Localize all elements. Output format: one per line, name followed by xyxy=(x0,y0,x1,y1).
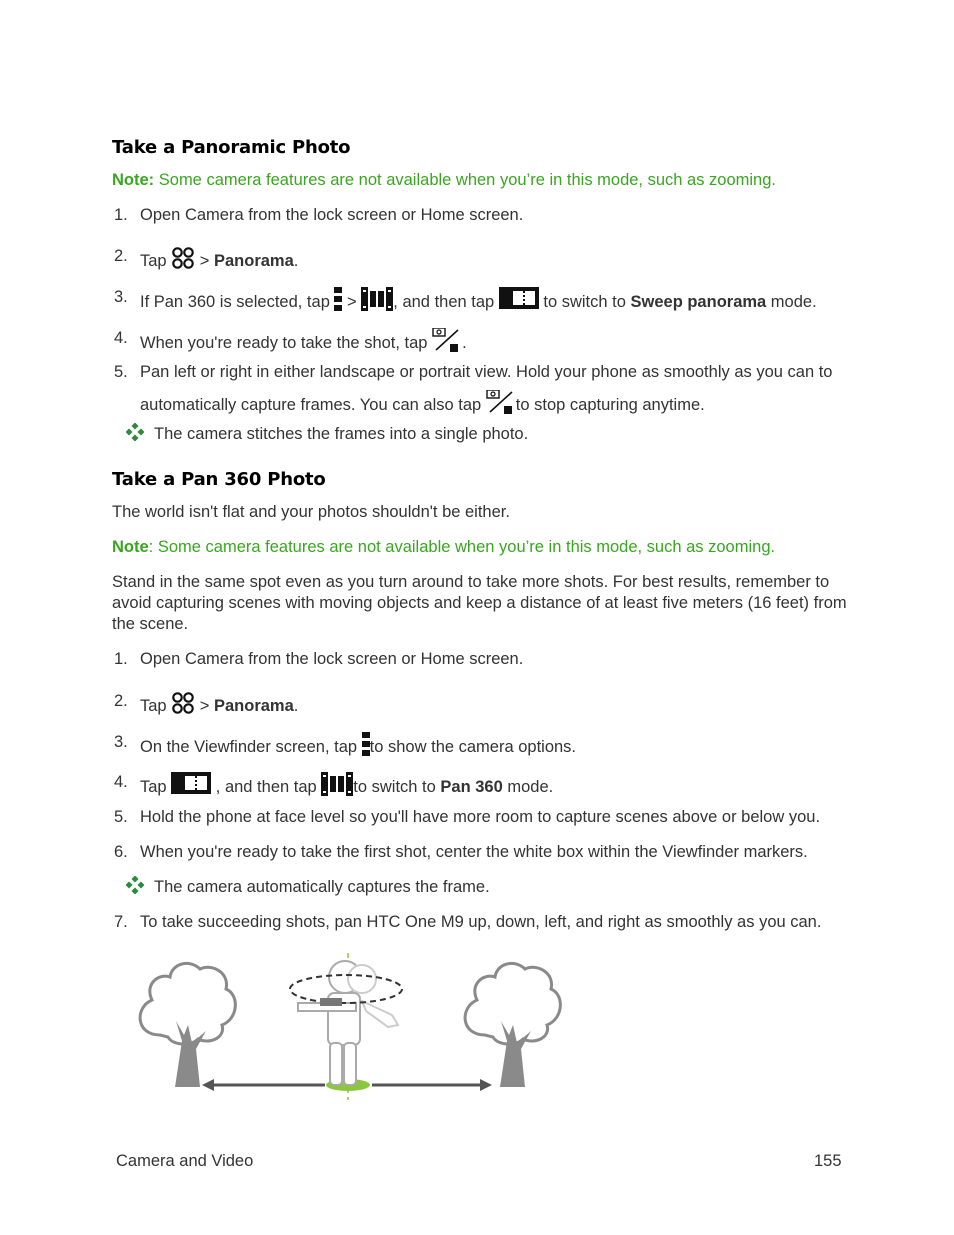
step-text-part: Tap xyxy=(140,697,172,715)
step-text-part: If Pan 360 is selected, tap xyxy=(140,293,335,311)
paragraph-line: Stand in the same spot even as you turn around to take more shots. For best results, remember to xyxy=(112,573,830,591)
step-text-part: > xyxy=(195,252,214,270)
camera-modes-icon xyxy=(171,691,195,715)
step-number: 7. xyxy=(114,913,128,931)
camera-modes-icon xyxy=(171,246,195,270)
step-text-part: mode. xyxy=(502,778,554,796)
step-number: 6. xyxy=(114,843,128,861)
step-number: 1. xyxy=(114,650,128,668)
step-text-part: > xyxy=(195,697,214,715)
person-image xyxy=(290,953,402,1100)
section-heading-pan360: Take a Pan 360 Photo xyxy=(112,469,326,490)
page-number: 155 xyxy=(814,1152,842,1170)
pan360-mode-icon xyxy=(321,772,353,796)
tip-text: The camera stitches the frames into a single photo. xyxy=(154,425,529,443)
step-number: 4. xyxy=(114,329,128,347)
step-text-part: mode. xyxy=(766,293,817,311)
footer-section: Camera and Video xyxy=(116,1152,254,1170)
step-bold-text: Panorama xyxy=(214,252,294,270)
intro-text: The world isn't flat and your photos shouldn't be either. xyxy=(112,503,510,521)
pan360-mode-icon xyxy=(361,287,393,311)
paragraph-line: the scene. xyxy=(112,615,189,633)
shutter-stop-icon xyxy=(432,328,462,354)
step-number: 2. xyxy=(114,247,128,265)
step-text-part: Tap xyxy=(140,778,172,796)
step-text xyxy=(140,328,467,354)
tree-right-image xyxy=(465,963,560,1087)
step-text-part: to show the camera options. xyxy=(369,738,577,756)
sweep-panorama-mode-icon xyxy=(171,772,211,794)
note-label: Note xyxy=(112,538,149,556)
step-number: 5. xyxy=(114,363,128,381)
step-text xyxy=(140,772,553,798)
step-text: Open Camera from the lock screen or Home screen. xyxy=(140,650,524,668)
pan360-illustration xyxy=(130,945,570,1105)
paragraph-line: avoid capturing scenes with moving objects and keep a distance of at least five meters (16 feet) from xyxy=(112,594,847,612)
note-text: Some camera features are not available when you’re in this mode, such as zooming. xyxy=(154,171,776,189)
step-bold-text: Panorama xyxy=(214,697,294,715)
step-text-part: to stop capturing anytime. xyxy=(515,396,705,414)
tree-left-image xyxy=(140,963,235,1087)
step-number: 4. xyxy=(114,773,128,791)
step-bold-text: Pan 360 xyxy=(440,778,503,796)
note-label: Note: xyxy=(112,171,155,189)
note-panoramic xyxy=(112,170,776,191)
step-text: Open Camera from the lock screen or Home screen. xyxy=(140,206,524,224)
sweep-panorama-mode-icon xyxy=(499,287,539,309)
step-text-continuation xyxy=(140,390,705,416)
step-text-part: When you're ready to take the shot, tap xyxy=(140,334,433,352)
step-text-part: On the Viewfinder screen, tap xyxy=(140,738,362,756)
step-number: 2. xyxy=(114,692,128,710)
note-text: : Some camera features are not available when you’re in this mode, such as zooming. xyxy=(148,538,776,556)
step-text: Hold the phone at face level so you'll have more room to capture scenes above or below you. xyxy=(140,808,821,826)
step-text-part: automatically capture frames. You can also tap xyxy=(140,396,486,414)
step-text xyxy=(140,732,576,758)
step-text-part: , and then tap xyxy=(211,778,322,796)
step-text-part: , and then tap xyxy=(393,293,499,311)
step-text-part: . xyxy=(293,697,299,715)
step-text-part: to switch to xyxy=(538,293,631,311)
step-number: 1. xyxy=(114,206,128,224)
step-text-part: . xyxy=(293,252,299,270)
step-bold-text: Sweep panorama xyxy=(630,293,767,311)
step-text-part: . xyxy=(462,334,467,352)
step-number: 5. xyxy=(114,808,128,826)
step-text-part: Tap xyxy=(140,252,172,270)
step-text: Pan left or right in either landscape or portrait view. Hold your phone as smoothly as you can to xyxy=(140,363,833,381)
step-text xyxy=(140,246,298,272)
arrow-right-head xyxy=(480,1079,492,1091)
step-number: 3. xyxy=(114,733,128,751)
shutter-stop-icon xyxy=(486,390,516,416)
more-options-icon xyxy=(362,732,370,756)
section-heading-panoramic: Take a Panoramic Photo xyxy=(112,137,351,158)
step-text-part: to switch to xyxy=(353,778,441,796)
step-text-part: > xyxy=(342,293,362,311)
step-number: 3. xyxy=(114,288,128,306)
more-options-icon xyxy=(334,287,342,311)
step-text: To take succeeding shots, pan HTC One M9 up, down, left, and right as smoothly as you can. xyxy=(140,913,822,931)
step-text xyxy=(140,691,298,717)
tip-text: The camera automatically captures the frame. xyxy=(154,878,490,896)
note-pan360 xyxy=(112,537,775,558)
step-text: When you're ready to take the first shot, center the white box within the Viewfinder markers. xyxy=(140,843,808,861)
tip-diamond-icon xyxy=(126,423,144,441)
tip-diamond-icon xyxy=(126,876,144,894)
step-text xyxy=(140,287,817,313)
arrow-left-head xyxy=(202,1079,214,1091)
